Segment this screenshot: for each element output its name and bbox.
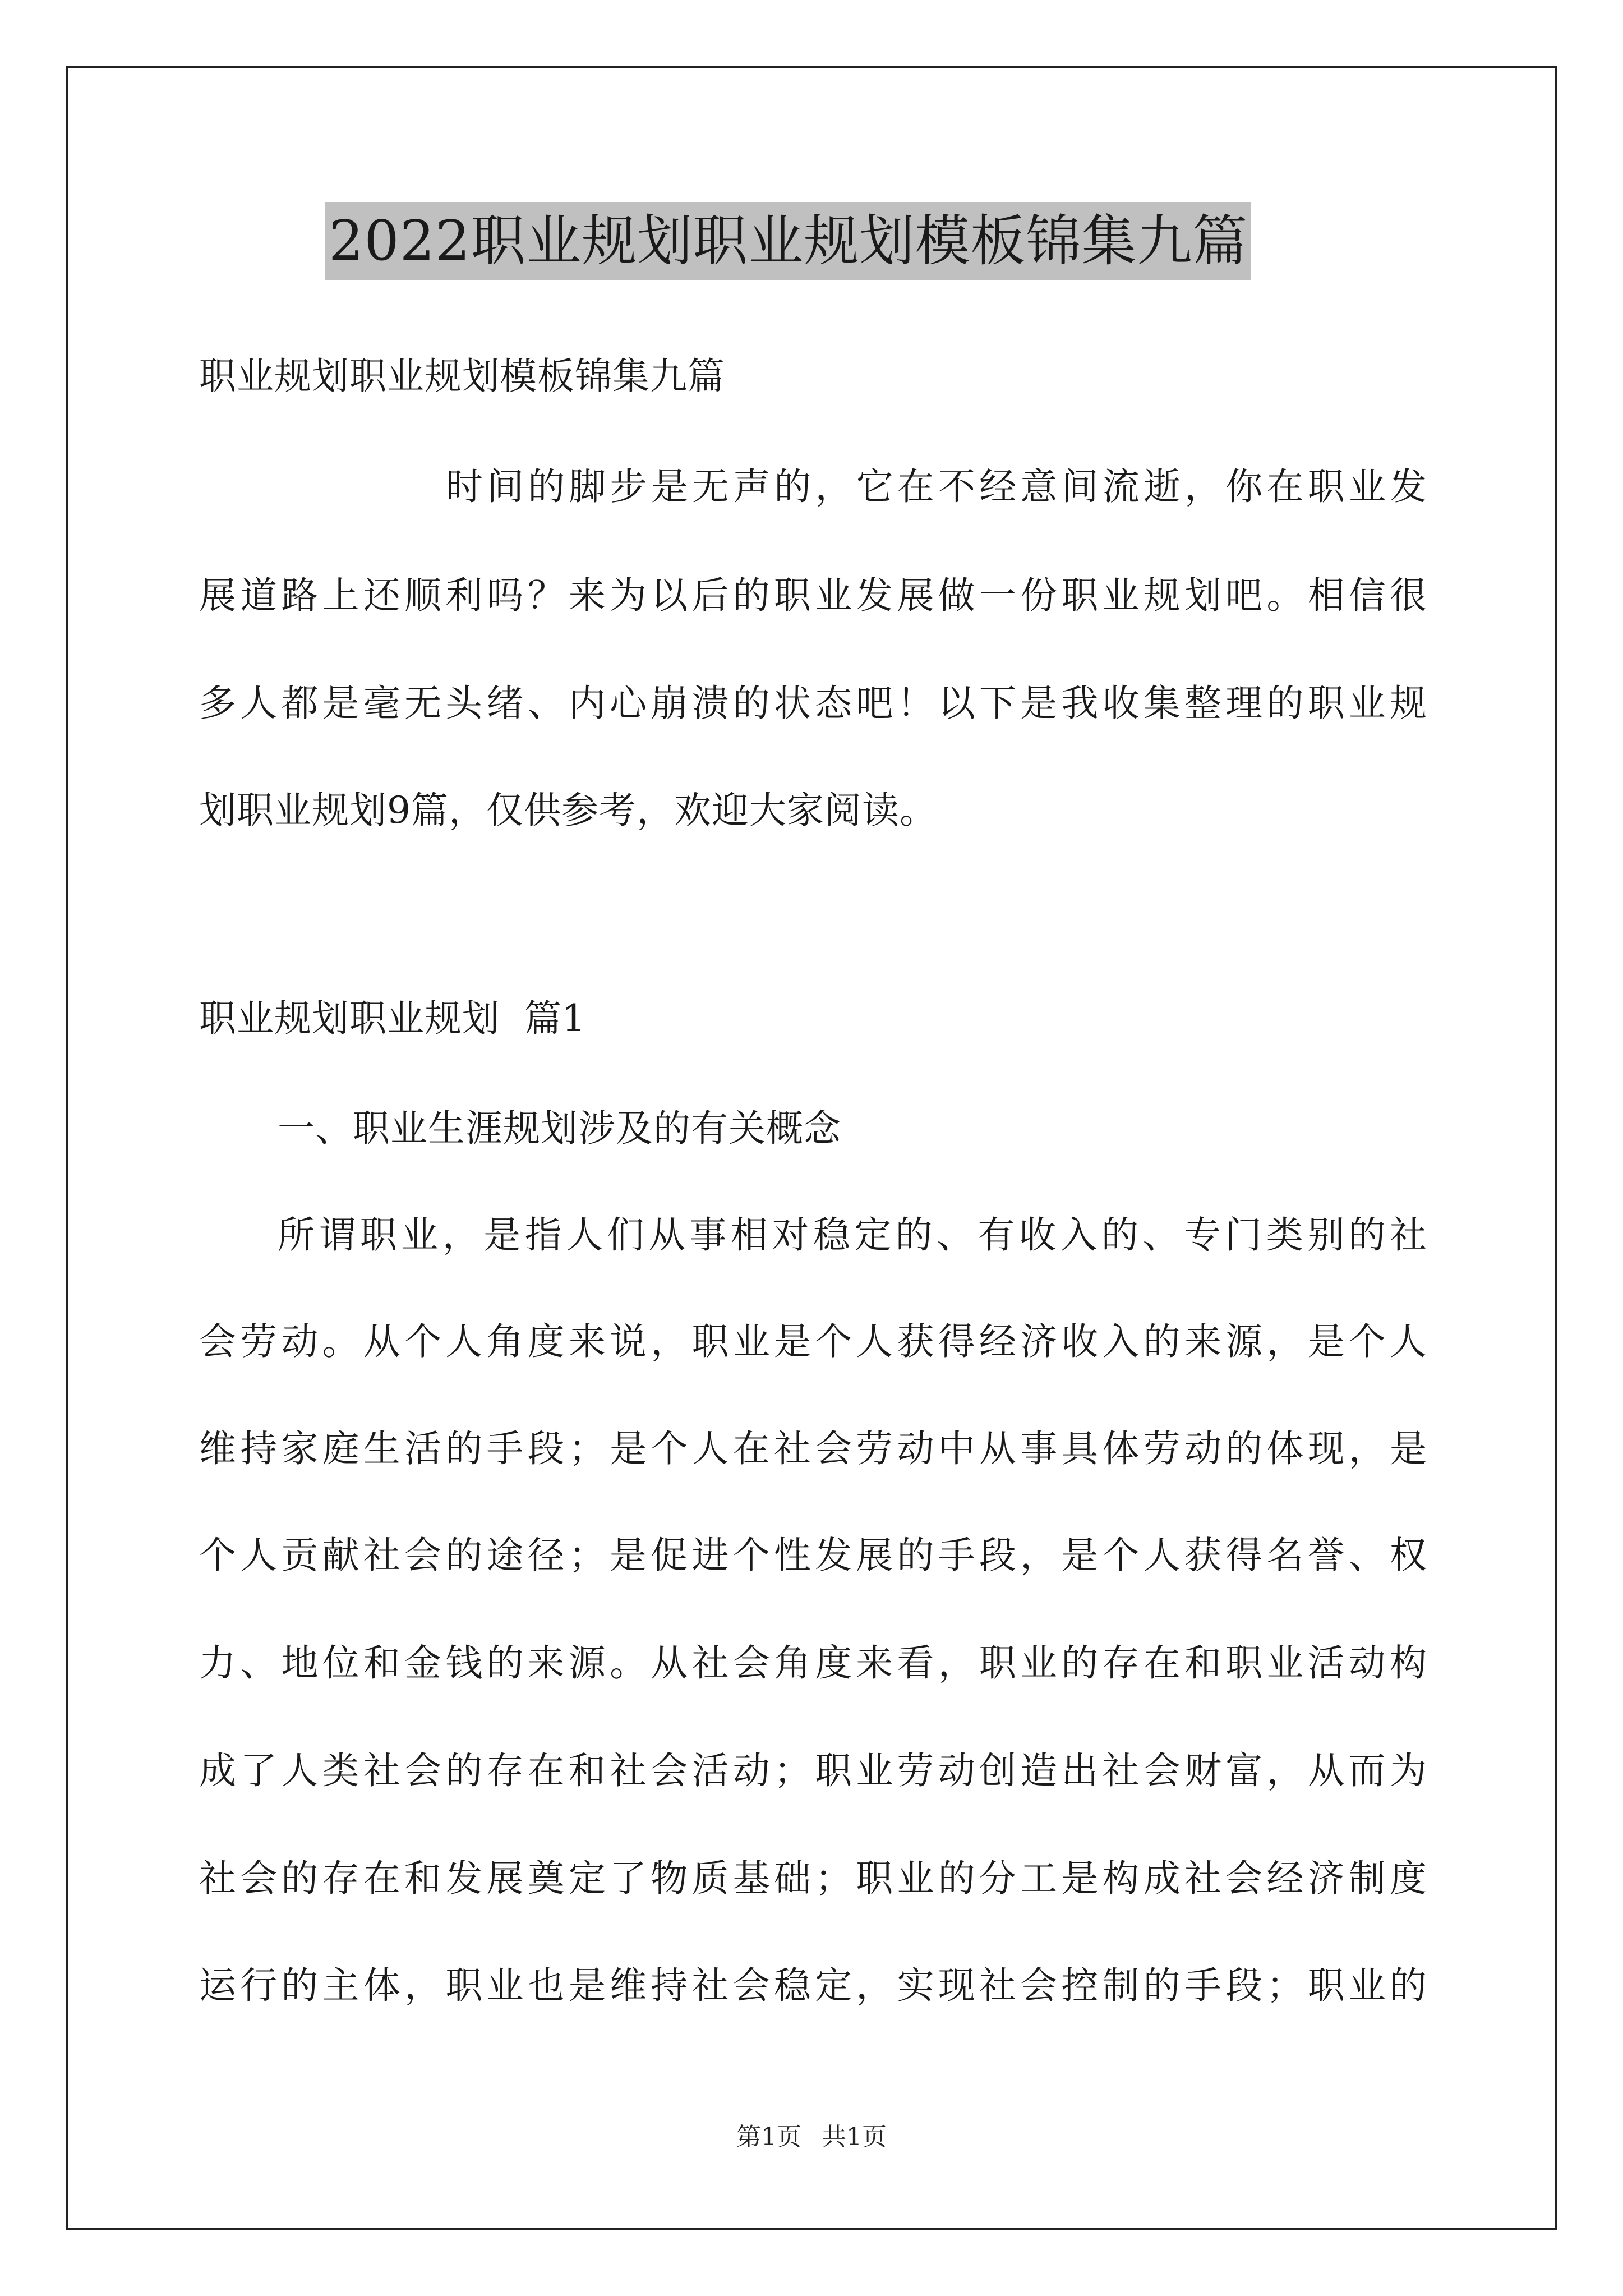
page-total: 共1页: [822, 2123, 887, 2151]
page-number: 第1页: [736, 2123, 801, 2151]
body-line: 力、地位和金钱的来源。从社会角度来看，职业的存在和职业活动构: [199, 1641, 1427, 1685]
body-line: 会劳动。从个人角度来说，职业是个人获得经济收入的来源，是个人: [199, 1320, 1427, 1363]
document-subtitle: 职业规划职业规划模板锦集九篇: [199, 355, 725, 398]
body-line: 成了人类社会的存在和社会活动；职业劳动创造出社会财富，从而为: [199, 1749, 1427, 1792]
body-line: 所谓职业，是指人们从事相对稳定的、有收入的、专门类别的社: [278, 1213, 1427, 1257]
intro-line: 展道路上还顺利吗？来为以后的职业发展做一份职业规划吧。相信很: [199, 574, 1427, 617]
intro-line: 多人都是毫无头绪、内心崩溃的状态吧！以下是我收集整理的职业规: [199, 682, 1427, 725]
body-line: 个人贡献社会的途径；是促进个性发展的手段，是个人获得名誉、权: [199, 1534, 1427, 1577]
sub-heading: 一、职业生涯规划涉及的有关概念: [278, 1107, 841, 1150]
page-footer: [0, 2122, 1623, 2153]
document-title: 2022职业规划职业规划模板锦集九篇: [325, 202, 1251, 280]
body-line: 运行的主体，职业也是维持社会稳定，实现社会控制的手段；职业的: [199, 1964, 1427, 2007]
body-line: 维持家庭生活的手段；是个人在社会劳动中从事具体劳动的体现，是: [199, 1427, 1427, 1470]
intro-line: 时间的脚步是无声的，它在不经意间流逝，你在职业发: [446, 465, 1427, 508]
intro-line: 划职业规划9篇，仅供参考，欢迎大家阅读。: [199, 789, 937, 832]
section-heading: 职业规划职业规划 篇1: [199, 997, 586, 1040]
body-line: 社会的存在和发展奠定了物质基础；职业的分工是构成社会经济制度: [199, 1857, 1427, 1900]
